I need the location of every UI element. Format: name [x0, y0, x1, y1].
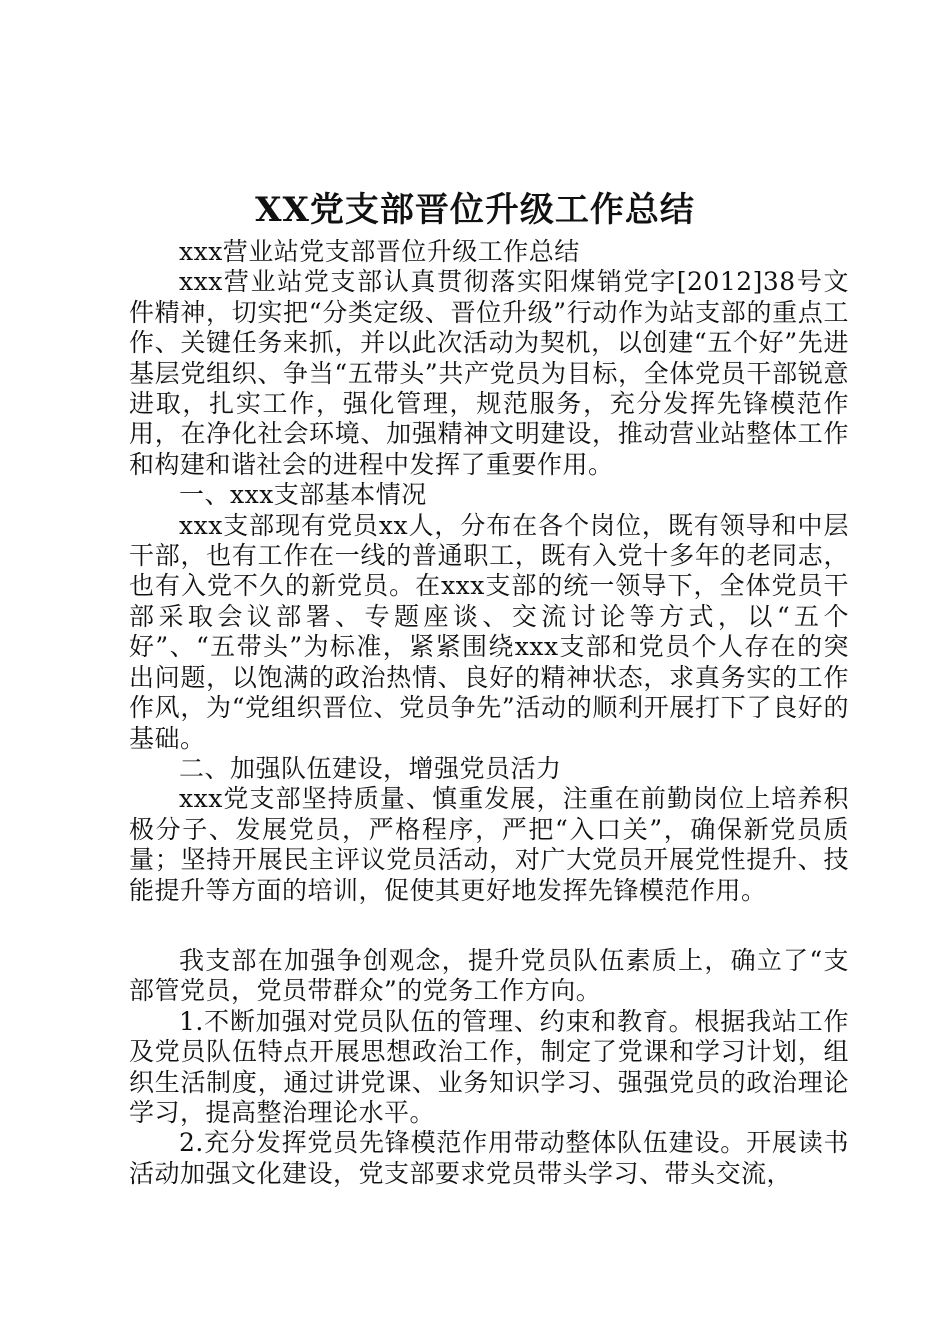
section-heading-1: 一、xxx支部基本情况 [179, 480, 427, 510]
document-body [129, 237, 849, 1189]
item-1-paragraph: 1.不断加强对党员队伍的管理、约束和教育。根据我站工作及党员队伍特点开展思想政治工作，制定了党课和学习计划，组织生活制度，通过讲党课、业务知识学习、强强党员的政治理论学习，提高整治理论水平。 [129, 1006, 849, 1127]
direction-paragraph: 我支部在加强争创观念，提升党员队伍素质上，确立了“支部管党员，党员带群众”的党务工作方向。 [129, 945, 849, 1006]
item-2-paragraph: 2.充分发挥党员先锋模范作用带动整体队伍建设。开展读书活动加强文化建设，党支部要求党员带头学习、带头交流， [129, 1128, 849, 1188]
section-heading-2: 二、加强队伍建设，增强党员活力 [179, 753, 562, 783]
section-2-paragraph: xxx党支部坚持质量、慎重发展，注重在前勤岗位上培养积极分子、发展党员，严格程序，严把“入口关”，确保新党员质量；坚持开展民主评议党员活动，对广大党员开展党性提升、技能提升等方面的培训，促使其更好地发挥先锋模范作用。 [129, 784, 849, 905]
document-title: XX党支部晋位升级工作总结 [255, 190, 695, 230]
section-1-paragraph: xxx支部现有党员xx人，分布在各个岗位，既有领导和中层干部，也有工作在一线的普通职工，既有入党十多年的老同志，也有入党不久的新党员。在xxx支部的统一领导下，全体党员干部采取会议部署、专题座谈、交流讨论等方式，以“五个好”、“五带头”为标准，紧紧围绕xxx支部和党员个人存在的突出问题，以饱满的政治热情、良好的精神状态，求真务实的工作作风，为“党组织晋位、党员争先”活动的顺利开展打下了良好的基础。 [129, 510, 849, 753]
intro-paragraph: xxx营业站党支部认真贯彻落实阳煤销党字[2012]38号文件精神，切实把“分类定级、晋位升级”行动作为站支部的重点工作、关键任务来抓，并以此次活动为契机，以创建“五个好”先进基层党组织、争当“五带头”共产党员为目标，全体党员干部锐意进取，扎实工作，强化管理，规范服务，充分发挥先锋模范作用，在净化社会环境、加强精神文明建设，推动营业站整体工作和构建和谐社会的进程中发挥了重要作用。 [129, 267, 849, 479]
paragraph-gap [129, 906, 849, 946]
subtitle-paragraph: xxx营业站党支部晋位升级工作总结 [179, 237, 580, 266]
